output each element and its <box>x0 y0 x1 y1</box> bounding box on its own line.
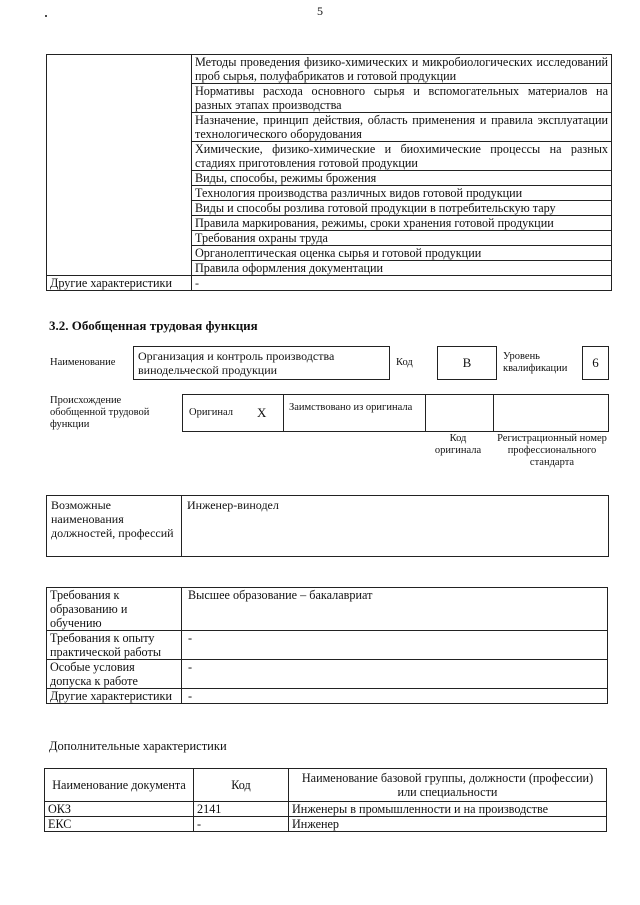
knowledge-item: Правила маркирования, режимы, сроки хранения готовой продукции <box>192 216 612 231</box>
extra-cell-name: Инженер <box>289 817 607 832</box>
positions-value: Инженер-винодел <box>187 498 279 512</box>
knowledge-item: Виды, способы, режимы брожения <box>192 171 612 186</box>
requirement-label: Другие характеристики <box>47 689 182 704</box>
name-label: Наименование <box>50 357 116 368</box>
header-doc: Наименование документа <box>45 769 194 802</box>
gtf-level-value: 6 <box>592 355 599 370</box>
positions-box <box>46 495 609 557</box>
requirement-row <box>47 660 608 689</box>
knowledge-item: Методы проведения физико-химических и микробиологических исследований проб сырья, полуфабрикатов и готовой продукции <box>192 55 612 84</box>
knowledge-item: Требования охраны труда <box>192 231 612 246</box>
extra-cell-code: - <box>194 817 289 832</box>
requirement-row <box>47 631 608 660</box>
extra-cell-name: Инженеры в промышленности и на производстве <box>289 802 607 817</box>
other-characteristics-row <box>47 276 612 291</box>
knowledge-item: Назначение, принцип действия, область применения и правила эксплуатации технологического оборудования <box>192 113 612 142</box>
positions-label: Возможные наименования должностей, профессий <box>51 498 174 540</box>
gtf-code-value: В <box>462 355 472 370</box>
origin-divider-1 <box>283 395 284 431</box>
page-number: 5 <box>317 4 323 18</box>
origin-divider-3 <box>493 395 494 431</box>
requirement-label: Особые условия допуска к работе <box>47 660 182 689</box>
requirement-row <box>47 588 608 631</box>
original-label: Оригинал <box>189 407 233 418</box>
requirements-table <box>46 587 608 704</box>
code-label: Код <box>396 357 413 368</box>
knowledge-item: Технология производства различных видов готовой продукции <box>192 186 612 201</box>
knowledge-item: Органолептическая оценка сырья и готовой продукции <box>192 246 612 261</box>
requirement-value: - <box>182 660 608 689</box>
gtf-code-box <box>437 346 497 380</box>
requirement-label: Требования к опыту практической работы <box>47 631 182 660</box>
knowledge-item: Химические, физико-химические и биохимические процессы на разных стадиях приготовления готовой продукции <box>192 142 612 171</box>
section-title: 3.2. Обобщенная трудовая функция <box>49 318 258 333</box>
extra-cell-code: 2141 <box>194 802 289 817</box>
requirement-value: - <box>182 631 608 660</box>
extra-title: Дополнительные характеристики <box>49 739 227 753</box>
gtf-name-value: Организация и контроль производства винодельческой продукции <box>138 349 335 377</box>
level-label: Уровень квалификации <box>503 351 568 374</box>
knowledge-row <box>47 55 612 84</box>
header-name: Наименование базовой группы, должности (профессии) или специальности <box>289 769 607 802</box>
reg-number-caption: Регистрационный номер профессионального стандарта <box>497 433 607 468</box>
scan-dot <box>45 15 47 17</box>
extra-row <box>45 817 607 832</box>
extra-cell-doc: ОКЗ <box>45 802 194 817</box>
other-characteristics-label: Другие характеристики <box>47 276 192 291</box>
requirement-row <box>47 689 608 704</box>
requirement-label: Требования к образованию и обучению <box>47 588 182 631</box>
borrowed-label: Заимствовано из оригинала <box>289 402 413 413</box>
knowledge-item: Правила оформления документации <box>192 261 612 276</box>
extra-row <box>45 802 607 817</box>
extra-table <box>44 768 607 832</box>
gtf-name-box <box>133 346 390 380</box>
requirement-value: - <box>182 689 608 704</box>
extra-cell-doc: ЕКС <box>45 817 194 832</box>
origin-divider-2 <box>425 395 426 431</box>
requirement-value: Высшее образование – бакалавриат <box>182 588 608 631</box>
knowledge-label-cell <box>47 55 192 276</box>
gtf-level-box <box>582 346 609 380</box>
other-characteristics-value: - <box>192 276 612 291</box>
code-original-caption: Код оригинала <box>434 433 482 456</box>
origin-label: Происхождение обобщенной трудовой функции <box>50 395 150 430</box>
origin-box <box>182 394 609 432</box>
knowledge-item: Нормативы расхода основного сырья и вспомогательных материалов на разных этапах производства <box>192 84 612 113</box>
knowledge-item: Виды и способы розлива готовой продукции в потребительскую тару <box>192 201 612 216</box>
positions-divider <box>181 496 182 556</box>
original-mark: X <box>257 405 267 420</box>
knowledge-table <box>46 54 612 291</box>
header-code: Код <box>194 769 289 802</box>
